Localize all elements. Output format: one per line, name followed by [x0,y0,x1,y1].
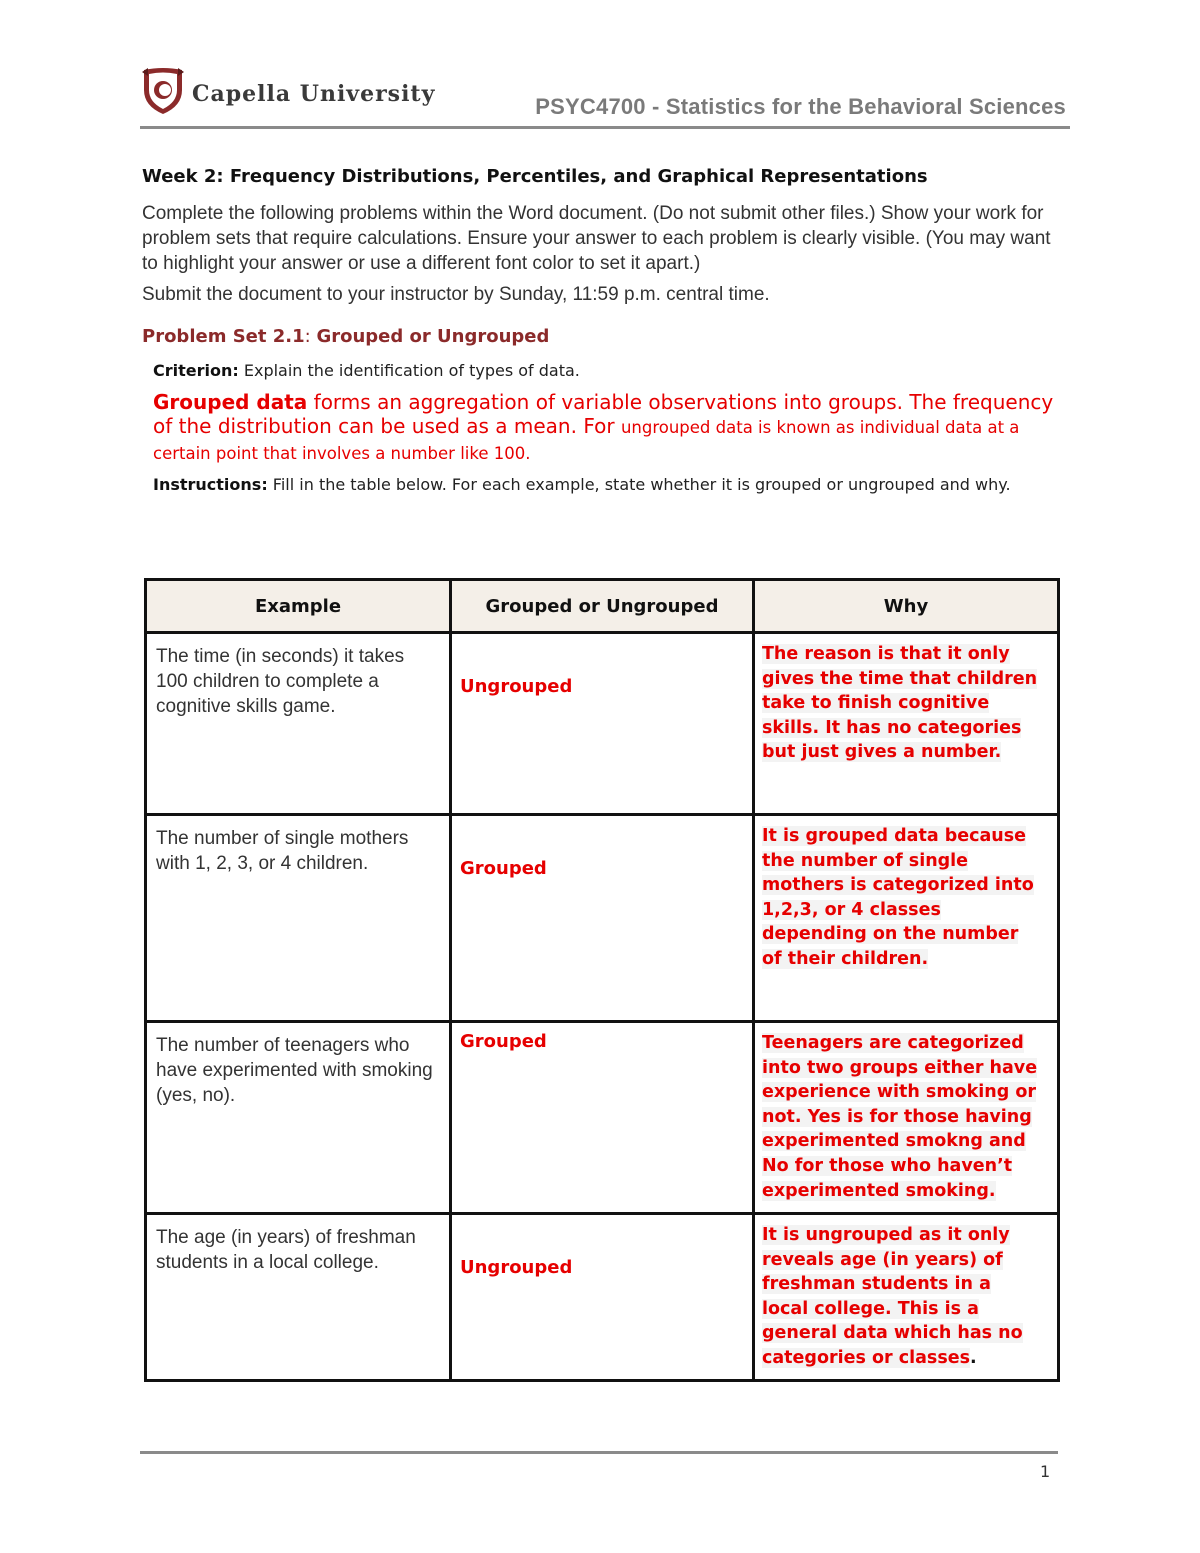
page-number: 1 [1040,1462,1051,1481]
week-title: Week 2: Frequency Distributions, Percentiles, and Graphical Representations [142,166,928,187]
answer-text: Ungrouped [460,1257,573,1278]
why-line: depending on the number [762,924,1019,945]
example-text: The age (in years) of freshman students in a local college. [156,1227,416,1273]
why-line: experimented smokng and [762,1131,1026,1152]
instructions-label: Instructions: [153,475,268,494]
why-line: skills. It has no categories [762,717,1022,738]
problem-set-label: Problem Set 2.1 [142,326,305,347]
problem-set-block [153,361,1062,495]
why-line: experimented smoking. [762,1180,996,1201]
why-text [755,1215,1057,1371]
answer-text: forms an aggregation of variable observations into groups. The frequency of the distribution can be used as a mean. For [153,390,1054,438]
intro-paragraph: Complete the following problems within the Word document. (Do not submit other files.) Show your work for problem sets that require calculations. Ensure your answer to each problem is clearly visible. (You may want to highlight your answer or use a different font color to set it apart.) [142,203,1051,274]
why-line: gives the time that children [762,668,1038,689]
header-divider [140,126,1070,129]
answer-small-text: ungrouped data is known as individual data at a certain point that involves a number like 100. [153,418,1020,463]
answer-text: Ungrouped [460,676,573,697]
instructions [153,474,1062,495]
header-example: Example [146,580,451,633]
why-line: reveals age (in years) of [762,1249,1003,1270]
why-line: No for those who haven’t [762,1155,1013,1176]
criterion-text: Explain the identification of types of data. [238,361,580,380]
example-cell [146,1214,451,1381]
table-row [146,1022,1059,1214]
table-header-row [146,580,1059,633]
example-text: The number of teenagers who have experimented with smoking (yes, no). [156,1035,433,1106]
why-line: into two groups either have [762,1057,1038,1078]
table-row [146,815,1059,1022]
why-line: Teenagers are categorized [762,1033,1024,1053]
trailing-period: . [970,1347,977,1368]
why-line: the number of single [762,850,969,871]
why-line: freshman students in a [762,1274,991,1295]
document-body [142,166,1062,495]
problem-set-separator: : [304,326,317,347]
criterion [153,361,1062,380]
problem-set-name: Grouped or Ungrouped [316,326,550,347]
shield-crest-icon [140,66,186,116]
answer-cell [451,1214,754,1381]
why-text [755,1023,1057,1203]
answer-text: Grouped [460,1031,547,1052]
answer-cell [451,633,754,815]
answer-table [144,578,1060,1382]
why-line: general data which has no [762,1323,1023,1344]
capella-logo [140,66,435,116]
why-cell [754,1214,1059,1381]
university-name: Capella University [192,81,436,107]
table-row [146,633,1059,815]
criterion-label: Criterion: [153,361,239,380]
criterion-answer [153,390,1062,466]
why-cell [754,1022,1059,1214]
example-text: The number of single mothers with 1, 2, 3, or 4 children. [156,828,409,874]
why-line: It is grouped data because [762,826,1027,846]
why-line: The reason is that it only [762,644,1010,664]
example-cell [146,633,451,815]
why-line: 1,2,3, or 4 classes [762,899,941,920]
example-cell [146,1022,451,1214]
why-line: but just gives a number. [762,742,1002,763]
why-text [755,634,1057,765]
answer-bold: Grouped data [153,390,308,414]
instructions-text: Fill in the table below. For each example, state whether it is grouped or ungrouped and why. [267,475,1011,494]
why-cell [754,815,1059,1022]
answer-cell [451,815,754,1022]
why-cell [754,633,1059,815]
why-line: experience with smoking or [762,1082,1036,1103]
answer-text: Grouped [460,858,547,879]
why-line: not. Yes is for those having [762,1106,1032,1127]
problem-set-title [142,326,1062,347]
table-row [146,1214,1059,1381]
header-grouped-or-ungrouped: Grouped or Ungrouped [451,580,754,633]
header-why: Why [754,580,1059,633]
why-line: It is ungrouped as it only [762,1225,1010,1245]
why-line: mothers is categorized into [762,875,1034,896]
answer-cell [451,1022,754,1214]
why-line: of their children. [762,948,929,969]
why-text [755,816,1057,972]
footer-divider [140,1451,1058,1454]
why-line: take to finish cognitive [762,693,990,714]
example-cell [146,815,451,1022]
submission-note: Submit the document to your instructor by Sunday, 11:59 p.m. central time. [142,284,770,305]
course-title: PSYC4700 - Statistics for the Behavioral Sciences [535,94,1066,119]
why-line: local college. This is a [762,1298,979,1319]
why-line: categories or classes [762,1347,971,1368]
example-text: The time (in seconds) it takes 100 children to complete a cognitive skills game. [156,646,405,717]
page-header [140,66,1070,128]
